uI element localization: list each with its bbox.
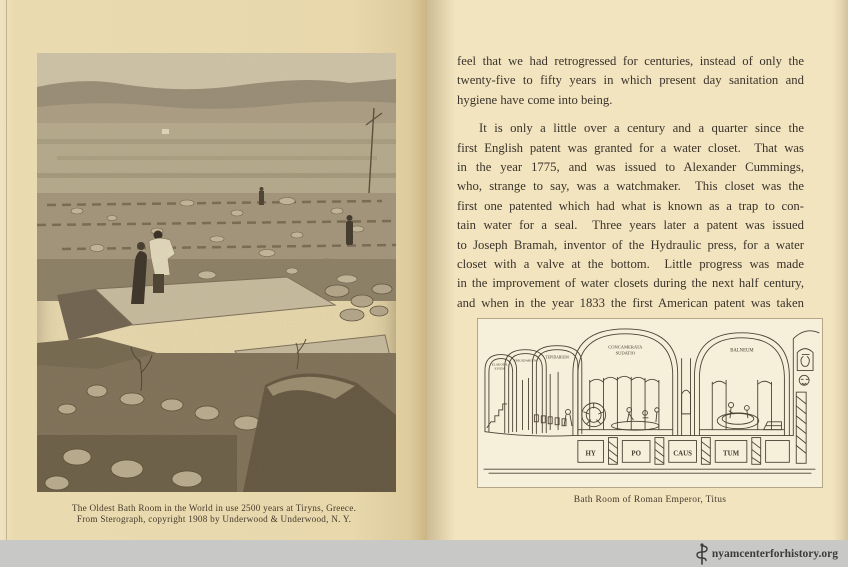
right-page xyxy=(427,0,848,540)
body-text-line: closet with a valve at the bottom. Little progress was made xyxy=(457,257,804,272)
roman-bath-engraving xyxy=(478,319,822,487)
body-text-line: in the year 1775, and was issued to Alexander Cummings, xyxy=(457,160,804,175)
body-text-line: and when in the year 1833 the first American patent was taken xyxy=(457,295,804,310)
body-text-line: to Joseph Bramah, inventor of the Hydraulic press, for a water xyxy=(457,237,804,252)
nyam-logo-icon xyxy=(695,543,709,565)
photo-caption-line-2: From Sterograph, copyright 1908 by Underwood & Underwood, N. Y. xyxy=(76,514,352,524)
label-frigidarium: FRIGIDARIUM xyxy=(513,358,538,363)
tiryns-ruins-photograph xyxy=(37,53,396,492)
body-text-line: tain water for a seal. Three years later a patent was issued xyxy=(457,218,804,233)
label-hypocaustum-po: PO xyxy=(631,450,641,458)
label-elaeothesium-2: ESIUM xyxy=(494,366,506,371)
photo-caption xyxy=(16,503,412,525)
body-text-line: It is only a little over a century and a quarter since the xyxy=(479,121,804,136)
body-text-line: who, strange to say, was a watchmaker. This closet was the xyxy=(457,179,804,194)
label-concamerata: CONCAMERATA xyxy=(608,344,643,350)
label-elaeothesium-1: ELAEOTH. xyxy=(491,362,508,367)
body-text-line: first one patented which had what is known as a trap to con- xyxy=(457,198,804,213)
figure-caption: Bath Room of Roman Emperor, Titus xyxy=(573,495,727,505)
body-text-line: in the improvement of water closets during the next half century, xyxy=(457,276,804,291)
watermark-bar xyxy=(0,540,848,567)
body-text-line: hygiene have come into being. xyxy=(457,92,613,107)
photo-image xyxy=(37,53,396,492)
photo-caption-line-1: The Oldest Bath Room in the World in use 2500 years at Tiryns, Greece. xyxy=(71,503,357,513)
label-tepidarium: TEPIDARIUM xyxy=(545,355,569,360)
roman-bath-figure xyxy=(477,318,823,488)
body-text-line: feel that we had retrogressed for centuries, instead of only the xyxy=(457,54,804,68)
left-page xyxy=(0,0,427,540)
label-hypocaustum-tum: TUM xyxy=(722,450,740,458)
label-balneum: BALNEUM xyxy=(730,348,754,354)
body-text-line: first English patent was granted for a water closet. That was xyxy=(457,140,804,155)
label-sudatio: SUDATIO xyxy=(615,350,635,356)
body-text xyxy=(457,52,804,313)
watermark-url: nyamcenterforhistory.org xyxy=(711,547,838,560)
label-hypocaustum-caus: CAUS xyxy=(673,450,693,458)
label-hypocaustum-hy: HY xyxy=(585,450,596,458)
body-text-line: twenty-five to fifty years in which present day sanitation and xyxy=(457,73,804,88)
